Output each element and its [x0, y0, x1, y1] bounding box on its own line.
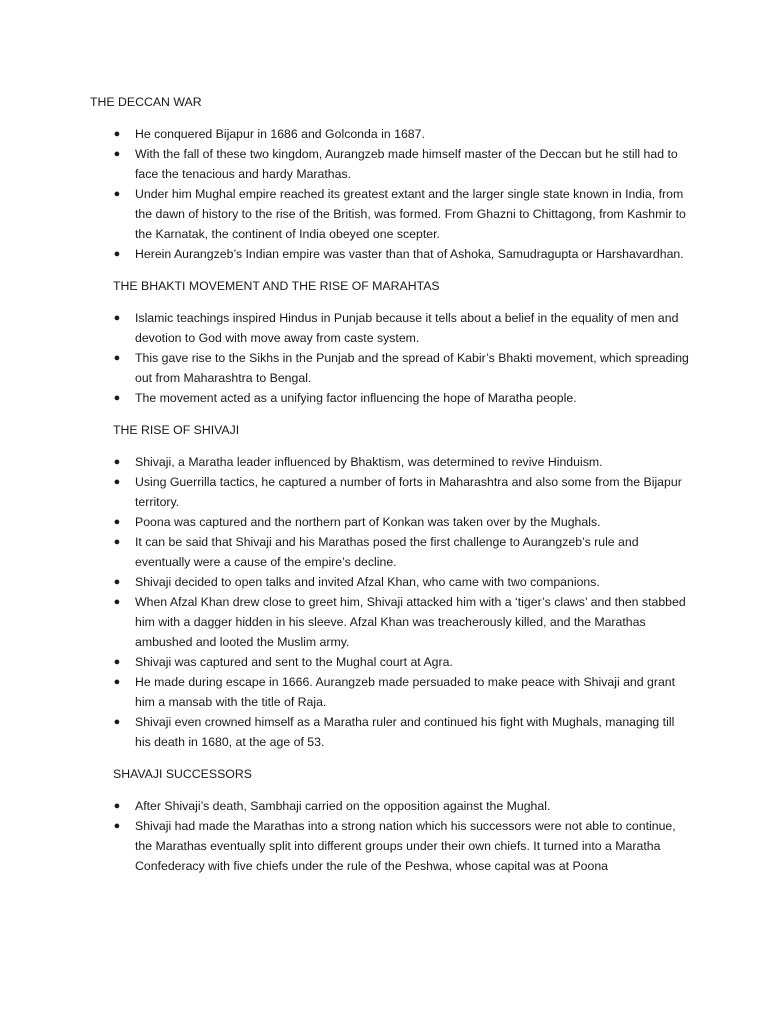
list-item: ● Herein Aurangzeb’s Indian empire was vaster than that of Ashoka, Samudragupta or Harshavardhan.: [90, 244, 690, 264]
bullet-icon: ●: [113, 456, 121, 468]
bullet-icon: ●: [113, 312, 121, 324]
bullet-icon: ●: [113, 820, 121, 832]
bullet-icon: ●: [113, 128, 121, 140]
section-deccan-war: [90, 92, 690, 264]
section-heading: THE DECCAN WAR: [90, 95, 202, 109]
document-body: [90, 92, 690, 888]
section-bhakti-movement: [90, 276, 690, 408]
list-item: ● Shivaji was captured and sent to the Mughal court at Agra.: [90, 652, 690, 672]
list-item: ● Shivaji, a Maratha leader influenced by Bhaktism, was determined to revive Hinduism.: [90, 452, 690, 472]
list-item: ● The movement acted as a unifying factor influencing the hope of Maratha people.: [90, 388, 690, 408]
section-heading: THE RISE OF SHIVAJI: [113, 423, 240, 437]
bullet-icon: ●: [113, 536, 121, 548]
bullet-icon: ●: [113, 576, 121, 588]
bullet-list: [90, 308, 690, 408]
list-item: ● When Afzal Khan drew close to greet him, Shivaji attacked him with a ‘tiger’s claws’ and then stabbed him with a dagger hidden in his sleeve. Afzal Khan was treacherously killed, and the Marathas ambushed and looted the Muslim army.: [90, 592, 690, 652]
list-item: ● Shivaji had made the Marathas into a strong nation which his successors were not able to continue, the Marathas eventually split into different groups under their own chiefs. It turned into a Maratha Confederacy with five chiefs under the rule of the Peshwa, whose capital was at Poona: [90, 816, 690, 876]
bullet-icon: ●: [113, 676, 121, 688]
bullet-icon: ●: [113, 352, 121, 364]
bullet-icon: ●: [113, 392, 121, 404]
bullet-icon: ●: [113, 248, 121, 260]
list-item: ● He conquered Bijapur in 1686 and Golconda in 1687.: [90, 124, 690, 144]
bullet-list: [90, 452, 690, 752]
section-rise-of-shivaji: [90, 420, 690, 752]
section-heading: SHAVAJI SUCCESSORS: [113, 767, 252, 781]
list-item: ● He made during escape in 1666. Aurangzeb made persuaded to make peace with Shivaji and grant him a mansab with the title of Raja.: [90, 672, 690, 712]
list-item: ● It can be said that Shivaji and his Marathas posed the first challenge to Aurangzeb’s rule and eventually were a cause of the empire’s decline.: [90, 532, 690, 572]
list-item: ● Under him Mughal empire reached its greatest extant and the larger single state known in India, from the dawn of history to the rise of the British, was formed. From Ghazni to Chittagong, from Kashmir to the Karnatak, the continent of India obeyed one scepter.: [90, 184, 690, 244]
list-item: ● With the fall of these two kingdom, Aurangzeb made himself master of the Deccan but he still had to face the tenacious and hardy Marathas.: [90, 144, 690, 184]
list-item: ● Using Guerrilla tactics, he captured a number of forts in Maharashtra and also some from the Bijapur territory.: [90, 472, 690, 512]
bullet-list: [90, 796, 690, 876]
list-item: ● Islamic teachings inspired Hindus in Punjab because it tells about a belief in the equality of men and devotion to God with move away from caste system.: [90, 308, 690, 348]
section-shavaji-successors: [90, 764, 690, 876]
bullet-list: [90, 124, 690, 264]
bullet-icon: ●: [113, 516, 121, 528]
bullet-icon: ●: [113, 800, 121, 812]
bullet-icon: ●: [113, 476, 121, 488]
bullet-icon: ●: [113, 148, 121, 160]
bullet-icon: ●: [113, 656, 121, 668]
list-item: ● Shivaji even crowned himself as a Maratha ruler and continued his fight with Mughals, managing till his death in 1680, at the age of 53.: [90, 712, 690, 752]
bullet-icon: ●: [113, 596, 121, 608]
list-item: ● This gave rise to the Sikhs in the Punjab and the spread of Kabir’s Bhakti movement, which spreading out from Maharashtra to Bengal.: [90, 348, 690, 388]
section-heading: THE BHAKTI MOVEMENT AND THE RISE OF MARAHTAS: [113, 279, 440, 293]
list-item: ● Poona was captured and the northern part of Konkan was taken over by the Mughals.: [90, 512, 690, 532]
bullet-icon: ●: [113, 716, 121, 728]
list-item: ● Shivaji decided to open talks and invited Afzal Khan, who came with two companions.: [90, 572, 690, 592]
bullet-icon: ●: [113, 188, 121, 200]
list-item: ● After Shivaji’s death, Sambhaji carried on the opposition against the Mughal.: [90, 796, 690, 816]
